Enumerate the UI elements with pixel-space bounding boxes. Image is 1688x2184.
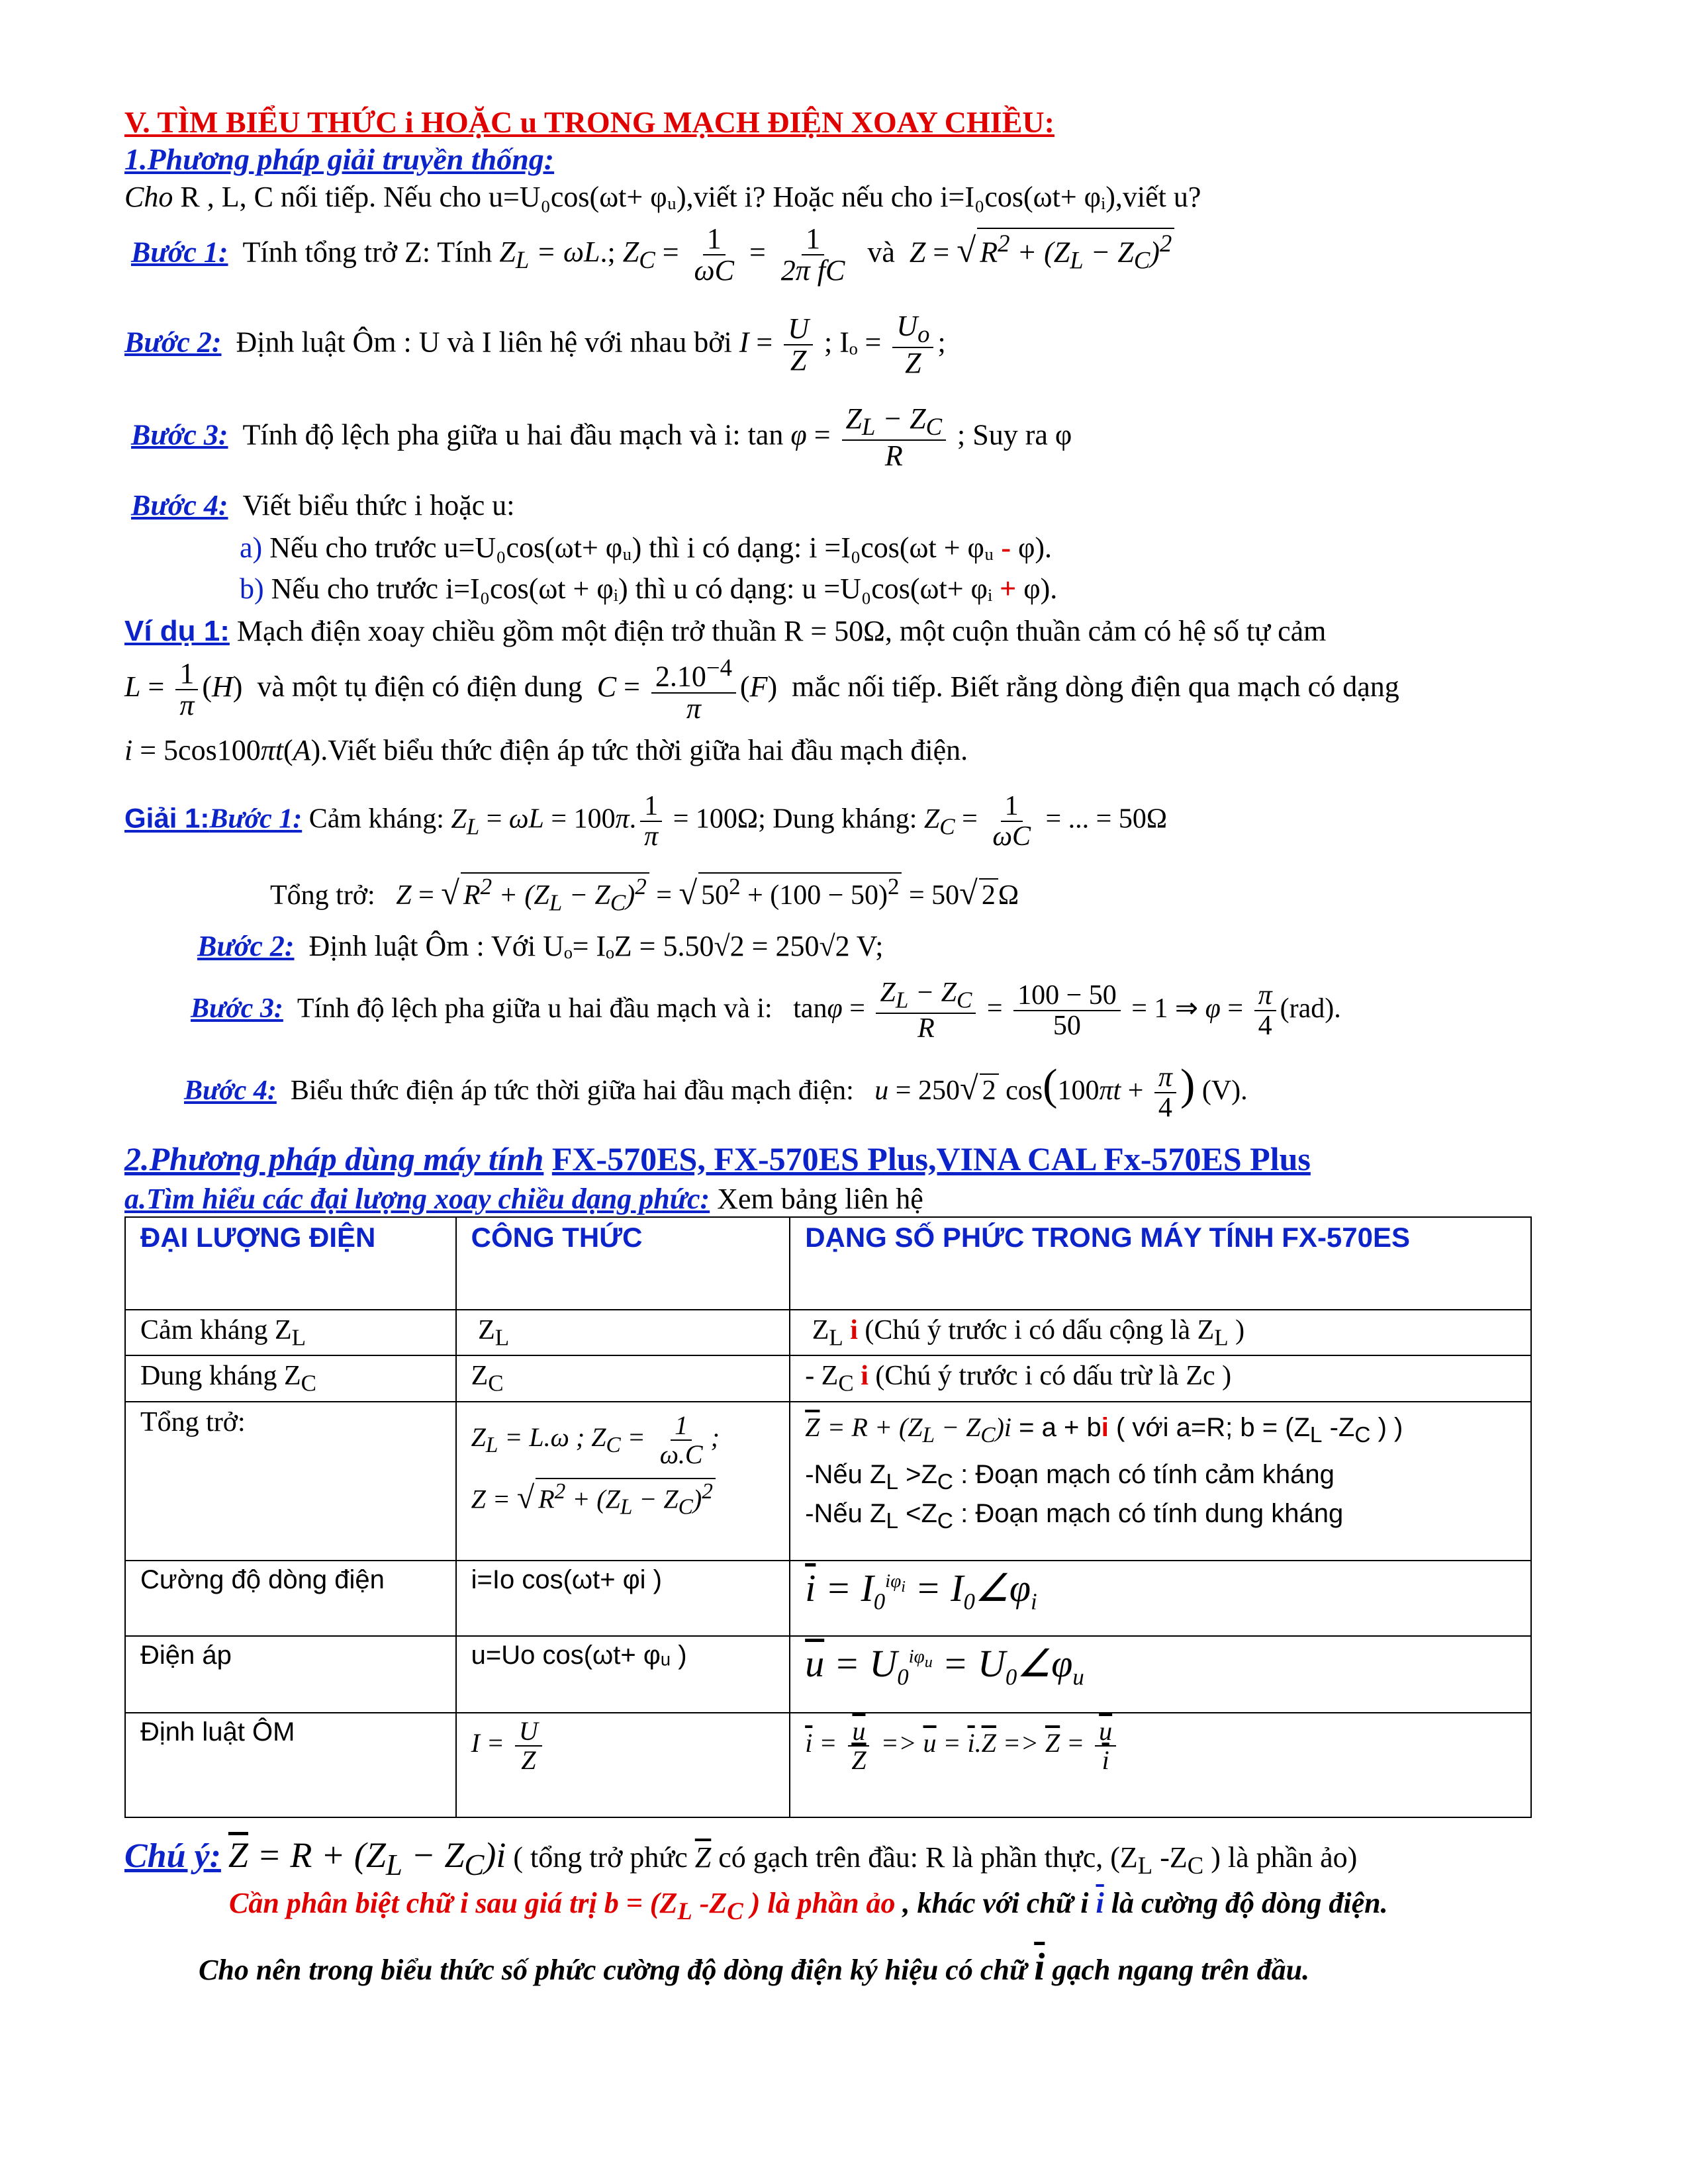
- method2-subtitle: a.Tìm hiểu các đại lượng xoay chiều dạng phức: Xem bảng liên hệ: [124, 1183, 923, 1215]
- complex-table: [124, 1216, 1532, 1818]
- solution-step1: Giải 1:Bước 1: Cảm kháng: $Z_L = \omega L = 100\pi$. $\frac{1}{\pi}$ = 100Ω; Dung kháng: $Z_C$ = $\frac{1}{\omega C}$ = ... = 50Ω: [124, 791, 1168, 852]
- solution-step3: Bước 3: Tính độ lệch pha giữa u hai đầu mạch và i: tanφ = $\frac{Z_L - Z_C}{R}$ = $\frac{100 - 50}{50}$ = 1 ⇒ φ = $\frac{\pi}{4}$ (rad).: [191, 978, 1341, 1044]
- note-red-line: Cần phân biệt chữ i sau giá trị $b = (Z_L$ $-Z_C$ ) là phần ảo , khác với chữ i $\overline{i}$ là cường độ dòng điện.: [229, 1887, 1388, 1925]
- section-title: V. TÌM BIỂU THỨC i HOẶC u TRONG MẠCH ĐIỆN XOAY CHIỀU:: [124, 105, 1055, 139]
- solution-step2: Bước 2: Định luật Ôm : Với Uₒ= IₒZ = 5.50√2 = 250√2 V;: [197, 930, 884, 962]
- step2-line: Bước 2: Định luật Ôm : U và I liên hệ với nhau bởi I = $\frac{U}{Z}$ ; Iₒ = $\frac{U_o}{Z}$ ;: [124, 310, 946, 380]
- step4-b: b) Nếu cho trước i=I₀cos(ωt + φᵢ) thì u có dạng: u =U₀cos(ωt+ φᵢ + φ).: [240, 572, 1058, 605]
- table-header-complex: DẠNG SỐ PHỨC TRONG MÁY TÍNH FX-570ES: [790, 1217, 1531, 1310]
- table-header-formula: CÔNG THỨC: [456, 1217, 790, 1310]
- method1-intro: Cho R , L, C nối tiếp. Nếu cho u=U₀cos(ωt+ φᵤ),viết i? Hoặc nếu cho i=I₀cos(ωt+ φᵢ),viết u?: [124, 181, 1201, 213]
- note-last-line: Cho nên trong biểu thức số phức cường độ dòng điện ký hiệu có chữ $\overline{i}$ gạch ngang trên đầu.: [199, 1945, 1310, 1988]
- table-header-quantity: ĐẠI LƯỢNG ĐIỆN: [125, 1217, 456, 1310]
- table-row: Định luật ÔM I = $\frac{U}{Z}$ $\overline{i}$ = $\frac{\overline{u}}{Z}$ => $\overline{u} = \overline{i}.\overline{Z} => \overline{Z}$ = $\frac{\overline{u}}{i}$: [125, 1713, 1531, 1817]
- table-row: Cường độ dòng điện i=Io cos(ωt+ φi ) $\overline{i} = I_0^{i\varphi_i}$ = $I_0\angle\varphi_i$: [125, 1561, 1531, 1636]
- step4-a: a) Nếu cho trước u=U₀cos(ωt+ φᵤ) thì i có dạng: i =I₀cos(ωt + φᵤ - φ).: [240, 531, 1053, 564]
- solution-step4: Bước 4: Biểu thức điện áp tức thời giữa hai đầu mạch điện: u = 250√ 2 cos(100πt + $\frac{\pi}{4}$ ) (V).: [184, 1060, 1248, 1124]
- table-row: Tổng trở: $Z_L = L.\omega$ ; $Z_C$ = $\frac{1}{\omega.C}$ ; Z = √ $R^2 + (Z_L - Z_C)^2$ $\overline{Z} = R + (Z_L - Z_C)i = a$ + bi ( với a=R; $b = (Z_L$ $-Z_C$ ) ) -Nếu $Z_L >Z_C$ : Đoạn mạch có tính cảm kháng -Nếu $Z_L <Z_C$ : Đoạn mạch có tính dung kháng: [125, 1402, 1531, 1561]
- table-header-row: [125, 1217, 1531, 1310]
- table-row: Điện áp u=Uo cos(ωt+ φᵤ ) $\overline{u} = U_0^{i\varphi_u}$ = $U_0\angle\varphi_u$: [125, 1636, 1531, 1713]
- example-line2: L = $\frac{1}{\pi}$ (H) và một tụ điện có điện dung C = $\frac{2.10^{-4}}{\pi}$ (F) mắc nối tiếp. Biết rằng dòng điện qua mạch có dạng: [124, 654, 1399, 725]
- example-line3: i = 5cos100πt(A).Viết biểu thức điện áp tức thời giữa hai đầu mạch điện.: [124, 734, 968, 766]
- table-row: Cảm kháng $Z_L$ $Z_L$ $Z_L$ i (Chú ý trước i có dấu cộng là $Z_L$ ): [125, 1310, 1531, 1355]
- solution-impedance: Tổng trở: Z = √ $R^2 + (Z_L - Z_C)^2$ = √ $50^2 + (100 - 50)^2 = 50√$ 2Ω: [270, 874, 1019, 916]
- table-row: Dung kháng $Z_C$ $Z_C$ - $Z_C$ i (Chú ý trước i có dấu trừ là Zc ): [125, 1355, 1531, 1401]
- note-line: Chú ý: $\overline{Z} = R + (Z_L - Z_C)i$ ( tổng trở phức $\overline{Z}$ có gạch trên đầu: R là phần thực, ($Z_L$ $-Z_C$ ) là phần ảo): [124, 1835, 1358, 1882]
- step4-line: Bước 4: Viết biểu thức i hoặc u:: [131, 489, 515, 522]
- method1-title: 1.Phương pháp giải truyền thống:: [124, 142, 555, 176]
- example-line1: Ví dụ 1: Mạch điện xoay chiều gồm một điện trở thuần R = 50Ω, một cuộn thuần cảm có hệ số tự cảm: [124, 615, 1327, 647]
- step3-line: Bước 3: Tính độ lệch pha giữa u hai đầu mạch và i: tan φ = $\frac{Z_L - Z_C}{R}$ ; Suy ra φ: [131, 402, 1072, 473]
- step1-line: Bước 1: Tính tổng trở Z: Tính $Z_L = \omega L$.; $Z_C$ = $\frac{1}{\omega C}$ = $\frac{1}{\text{2π fC}}$ và Z = √ $R^2 + (Z_L - Z_C)^2$: [131, 224, 1174, 286]
- method2-title: 2.Phương pháp dùng máy tính FX-570ES, FX-570ES Plus,VINA CAL Fx-570ES Plus: [124, 1140, 1311, 1177]
